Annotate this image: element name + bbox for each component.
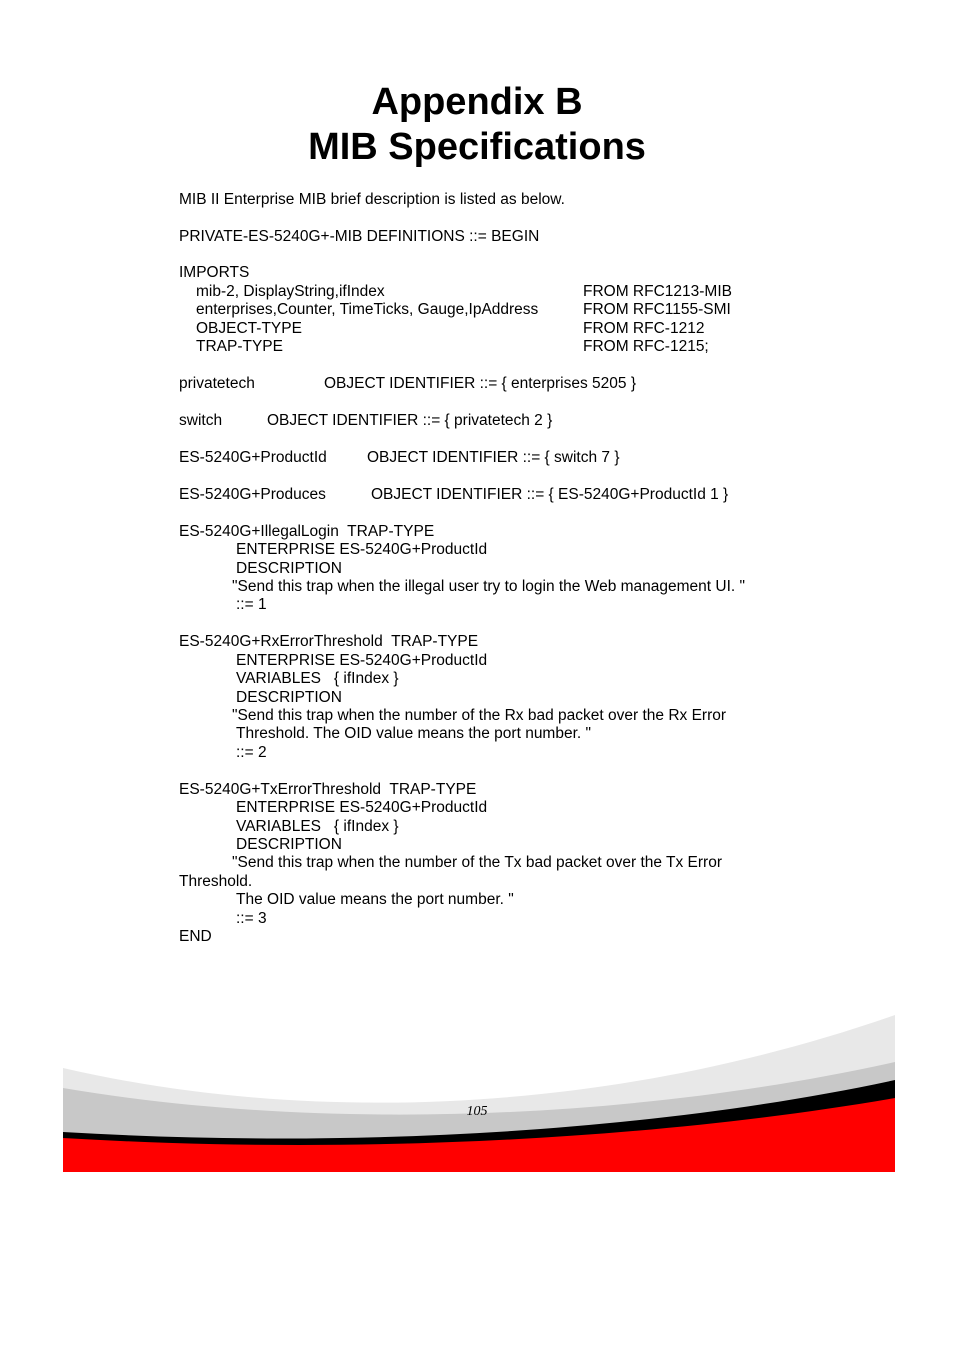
end-line: END (179, 928, 212, 945)
definitions-line: PRIVATE-ES-5240G+-MIB DEFINITIONS ::= BEGIN (179, 228, 540, 245)
identifier-name: privatetech (179, 375, 255, 392)
trap-description: Threshold. The OID value means the port number. " (236, 725, 592, 742)
trap-description-label: DESCRIPTION (236, 560, 342, 577)
trap-header: ES-5240G+IllegalLogin TRAP-TYPE (179, 523, 435, 540)
intro-text: MIB II Enterprise MIB brief description is listed as below. (179, 191, 565, 208)
page-number: 105 (466, 1104, 488, 1119)
import-source: FROM RFC1155-SMI (583, 301, 731, 318)
trap-variables: VARIABLES { ifIndex } (236, 818, 399, 835)
identifier-value: OBJECT IDENTIFIER ::= { enterprises 5205 } (324, 375, 636, 392)
trap-enterprise: ENTERPRISE ES-5240G+ProductId (236, 652, 488, 669)
trap-description: The OID value means the port number. " (236, 891, 514, 908)
trap-description: "Send this trap when the number of the Rx bad packet over the Rx Error (232, 707, 727, 724)
identifier-name: switch (179, 412, 223, 429)
trap-description: Threshold. (179, 873, 253, 890)
import-name: mib-2, DisplayString,ifIndex (196, 283, 385, 300)
trap-description: "Send this trap when the number of the Tx bad packet over the Tx Error (232, 854, 722, 871)
trap-enterprise: ENTERPRISE ES-5240G+ProductId (236, 799, 488, 816)
identifier-name: ES-5240G+Produces (179, 486, 326, 503)
trap-value: ::= 1 (236, 596, 267, 613)
import-source: FROM RFC-1212 (583, 320, 705, 337)
identifier-name: ES-5240G+ProductId (179, 449, 327, 466)
trap-value: ::= 3 (236, 910, 267, 927)
import-source: FROM RFC1213-MIB (583, 283, 732, 300)
page-title-line-2: MIB Specifications (308, 126, 646, 168)
page-title-line-1: Appendix B (371, 81, 583, 123)
trap-description: "Send this trap when the illegal user try to login the Web management UI. " (232, 578, 746, 595)
identifier-value: OBJECT IDENTIFIER ::= { ES-5240G+ProductId 1 } (371, 486, 729, 503)
trap-description-label: DESCRIPTION (236, 689, 342, 706)
trap-header: ES-5240G+TxErrorThreshold TRAP-TYPE (179, 781, 477, 798)
identifier-value: OBJECT IDENTIFIER ::= { switch 7 } (367, 449, 620, 466)
trap-value: ::= 2 (236, 744, 267, 761)
trap-variables: VARIABLES { ifIndex } (236, 670, 399, 687)
imports-label: IMPORTS (179, 264, 250, 281)
identifier-value: OBJECT IDENTIFIER ::= { privatetech 2 } (267, 412, 553, 429)
trap-enterprise: ENTERPRISE ES-5240G+ProductId (236, 541, 488, 558)
import-name: TRAP-TYPE (196, 338, 283, 355)
trap-description-label: DESCRIPTION (236, 836, 342, 853)
import-name: OBJECT-TYPE (196, 320, 302, 337)
trap-header: ES-5240G+RxErrorThreshold TRAP-TYPE (179, 633, 479, 650)
import-source: FROM RFC-1215; (583, 338, 709, 355)
footer-swoosh-graphic (63, 1010, 895, 1172)
import-name: enterprises,Counter, TimeTicks, Gauge,IpAddress (196, 301, 539, 318)
